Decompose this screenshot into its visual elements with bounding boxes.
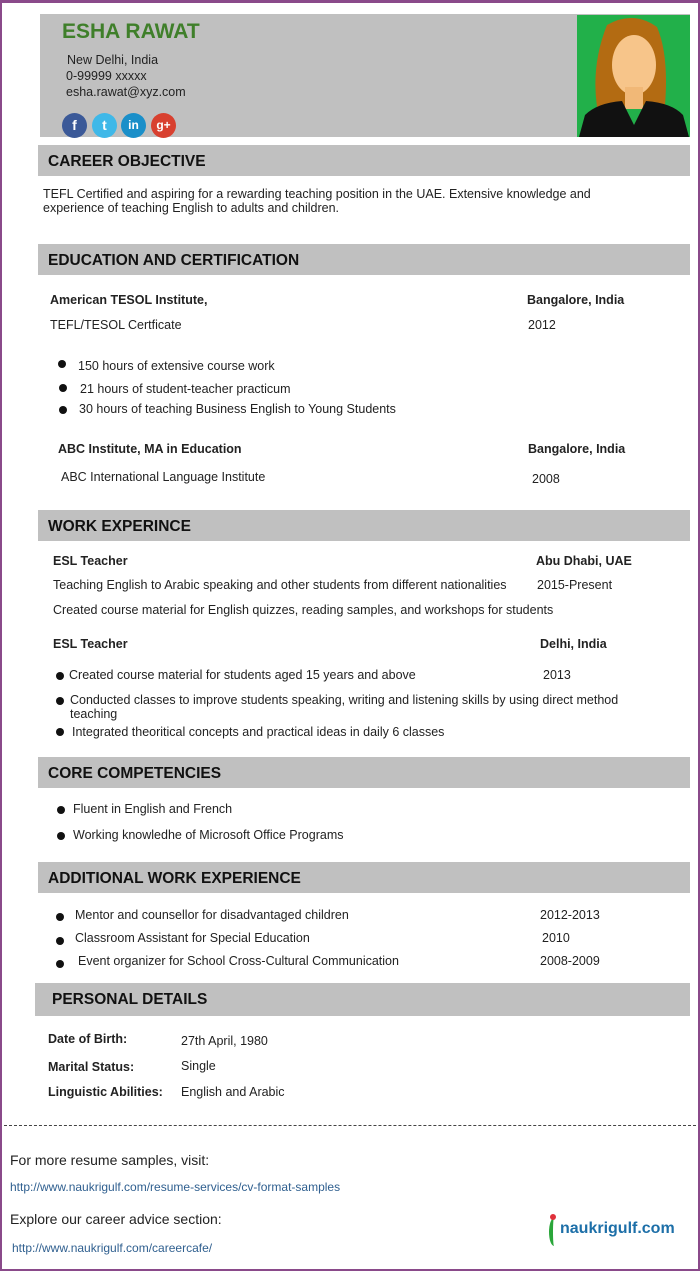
certificate: TEFL/TESOL Certficate [50, 318, 182, 332]
divider [4, 1125, 696, 1126]
section-education: EDUCATION AND CERTIFICATION [38, 244, 690, 275]
job-role: ESL Teacher [53, 637, 128, 651]
year: 2008-2009 [540, 954, 600, 968]
section-personal-details: PERSONAL DETAILS [35, 983, 690, 1016]
phone: 0-99999 xxxxx [66, 69, 147, 83]
job-detail: Created course material for English quizzes, reading samples, and workshops for students [53, 603, 554, 617]
bullet [56, 672, 64, 680]
bullet [57, 832, 65, 840]
objective-text: experience of teaching English to adults and children. [43, 201, 340, 215]
location: Bangalore, India [527, 293, 625, 307]
twitter-icon[interactable]: t [92, 113, 117, 138]
bullet [59, 406, 67, 414]
google-plus-icon[interactable]: g+ [151, 113, 176, 138]
bullet [56, 960, 64, 968]
facebook-icon[interactable]: f [62, 113, 87, 138]
list-item: Created course material for students aged 15 years and above [69, 668, 416, 682]
job-role: ESL Teacher [53, 554, 128, 568]
footer-text: Explore our career advice section: [10, 1211, 222, 1227]
detail-value: 27th April, 1980 [181, 1034, 268, 1048]
location: Bangalore, India [528, 442, 626, 456]
bullet [56, 728, 64, 736]
detail-label: Linguistic Abilities: [48, 1085, 163, 1099]
bullet [56, 937, 64, 945]
list-item: teaching [70, 707, 118, 721]
institution: ABC Institute, MA in Education [58, 442, 242, 456]
bullet [59, 384, 67, 392]
bullet [58, 360, 66, 368]
institution: American TESOL Institute, [50, 293, 208, 307]
location: Abu Dhabi, UAE [536, 554, 632, 568]
bullet [56, 697, 64, 705]
location: New Delhi, India [67, 53, 159, 67]
section-additional-work: ADDITIONAL WORK EXPERIENCE [38, 862, 690, 893]
year: 2012-2013 [540, 908, 600, 922]
list-item: Mentor and counsellor for disadvantaged children [75, 908, 349, 922]
list-item: Conducted classes to improve students speaking, writing and listening skills by using direct method [70, 693, 619, 707]
list-item: Event organizer for School Cross-Cultural Communication [78, 954, 399, 968]
resume-samples-link[interactable]: http://www.naukrigulf.com/resume-services/cv-format-samples [10, 1180, 341, 1194]
logo-swoosh-icon [549, 1218, 559, 1246]
section-career-objective: CAREER OBJECTIVE [38, 145, 690, 176]
list-item: Classroom Assistant for Special Education [75, 931, 310, 945]
list-item: 30 hours of teaching Business English to Young Students [79, 402, 396, 416]
objective-text: TEFL Certified and aspiring for a rewarding teaching position in the UAE. Extensive knowledge and [43, 187, 591, 201]
period: 2015-Present [537, 578, 613, 592]
section-work-experience: WORK EXPERINCE [38, 510, 690, 541]
logo-dot-icon [550, 1214, 556, 1220]
bullet [56, 913, 64, 921]
list-item: 150 hours of extensive course work [78, 359, 275, 373]
profile-photo [577, 15, 690, 137]
email: esha.rawat@xyz.com [66, 85, 186, 99]
naukrigulf-logo: naukrigulf.com [560, 1220, 675, 1237]
list-item: 21 hours of student-teacher practicum [80, 382, 291, 396]
list-item: Integrated theoritical concepts and practical ideas in daily 6 classes [72, 725, 445, 739]
detail-label: Marital Status: [48, 1060, 135, 1074]
year: 2008 [532, 472, 560, 486]
certificate: ABC International Language Institute [61, 470, 266, 484]
linkedin-icon[interactable]: in [121, 113, 146, 138]
footer-text: For more resume samples, visit: [10, 1152, 210, 1168]
job-detail: Teaching English to Arabic speaking and other students from different nationalities [53, 578, 507, 592]
list-item: Fluent in English and French [73, 802, 233, 816]
detail-value: Single [181, 1059, 216, 1073]
year: 2013 [543, 668, 571, 682]
list-item: Working knowledhe of Microsoft Office Programs [73, 828, 344, 842]
year: 2010 [542, 931, 570, 945]
year: 2012 [528, 318, 556, 332]
detail-value: English and Arabic [181, 1085, 285, 1099]
section-core-competencies: CORE COMPETENCIES [38, 757, 690, 788]
bullet [57, 806, 65, 814]
location: Delhi, India [540, 637, 607, 651]
detail-label: Date of Birth: [48, 1032, 128, 1046]
careercafe-link[interactable]: http://www.naukrigulf.com/careercafe/ [12, 1241, 213, 1255]
candidate-name: ESHA RAWAT [62, 20, 200, 43]
